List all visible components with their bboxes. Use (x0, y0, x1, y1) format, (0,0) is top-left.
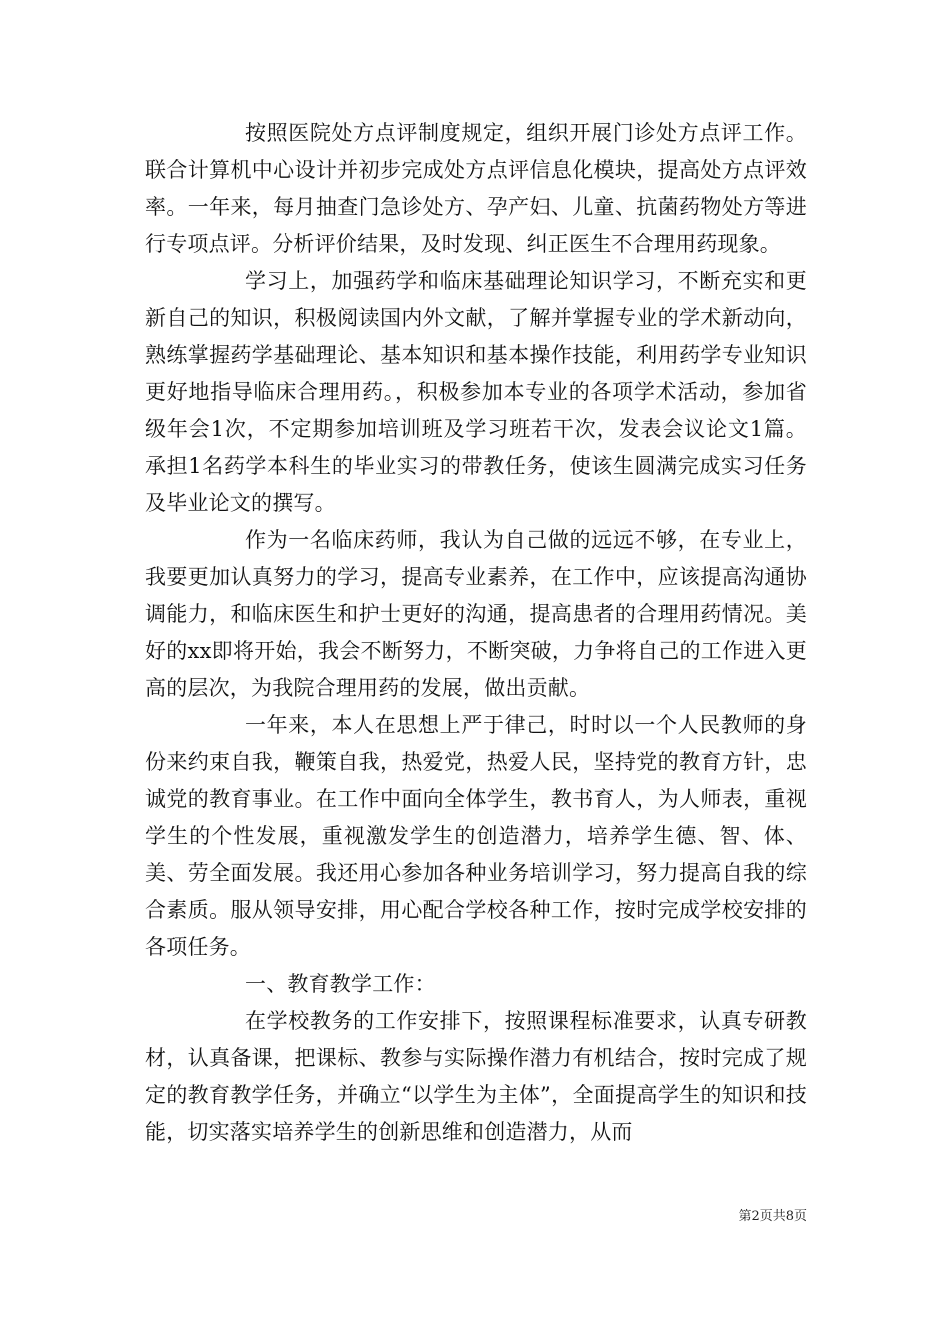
paragraph-prescription-review: 按照医院处方点评制度规定，组织开展门诊处方点评工作。联合计算机中心设计并初步完成处方点评信息化模块，提高处方点评效率。一年来，每月抽查门急诊处方、孕产妇、儿童、抗菌药物处方等进行专项点评。分析评价结果，及时发现、纠正医生不合理用药现象。 (145, 121, 807, 256)
section-heading-teaching: 一、教育教学工作： (245, 972, 436, 996)
paragraph-year-review: 一年来，本人在思想上严于律己，时时以一个人民教师的身份来约束自我，鞭策自我，热爱党，热爱人民，坚持党的教育方针，忠诚党的教育事业。在工作中面向全体学生，教书育人，为人师表，重视学生的个性发展，重视激发学生的创造潜力，培养学生德、智、体、美、劳全面发展。我还用心参加各种业务培训学习，努力提高自我的综合素质。服从领导安排，用心配合学校各种工作，按时完成学校安排的各项任务。 (145, 713, 807, 959)
paragraph-clinical-pharmacist: 作为一名临床药师，我认为自己做的远远不够，在专业上，我要更加认真努力的学习，提高专业素养，在工作中，应该提高沟通协调能力，和临床医生和护士更好的沟通，提高患者的合理用药情况。美好的xx即将开始，我会不断努力，不断突破，力争将自己的工作进入更高的层次，为我院合理用药的发展，做出贡献。 (145, 528, 807, 700)
paragraph-teaching-work: 在学校教务的工作安排下，按照课程标准要求，认真专研教材，认真备课，把课标、教参与实际操作潜力有机结合，按时完成了规定的教育教学任务，并确立“以学生为主体”，全面提高学生的知识和技能，切实落实培养学生的创新思维和创造潜力，从而 (145, 1009, 807, 1144)
document-body (145, 115, 807, 1151)
paragraph-study: 学习上，加强药学和临床基础理论知识学习，不断充实和更新自己的知识，积极阅读国内外文献，了解并掌握专业的学术新动向，熟练掌握药学基础理论、基本知识和基本操作技能，利用药学专业知识更好地指导临床合理用药。，积极参加本专业的各项学术活动，参加省级年会1次，不定期参加培训班及学习班若干次，发表会议论文1篇。承担1名药学本科生的毕业实习的带教任务，使该生圆满完成实习任务及毕业论文的撰写。 (145, 269, 807, 515)
page-number: 第2页共8页 (738, 1209, 807, 1224)
